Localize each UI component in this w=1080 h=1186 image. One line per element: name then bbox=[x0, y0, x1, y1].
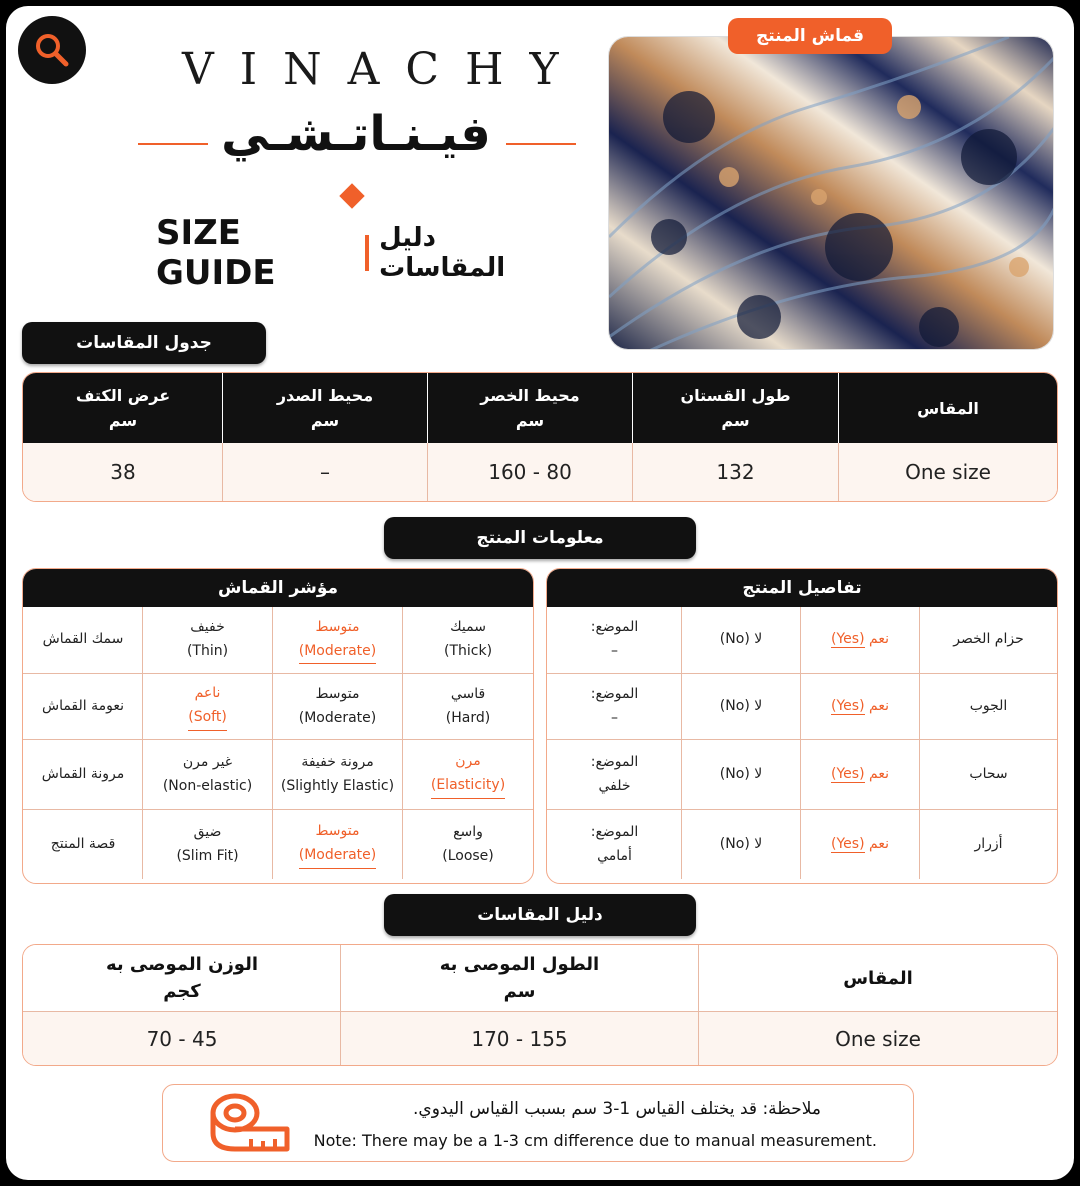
fabric-option: متوسط (Moderate) bbox=[273, 674, 403, 739]
fabric-option: واسع (Loose) bbox=[442, 823, 494, 864]
detail-yes: نعم (Yes) bbox=[801, 810, 920, 879]
fabric-option: خفيف (Thin) bbox=[143, 607, 273, 673]
col-guide-size: المقاس bbox=[843, 967, 913, 989]
fabric-attribute: نعومة القماش bbox=[24, 674, 143, 739]
size-table bbox=[22, 372, 1058, 502]
col-recommended-height: الطول الموصى به سم bbox=[341, 945, 699, 1011]
page-title bbox=[156, 213, 556, 293]
product-details-panel bbox=[546, 568, 1058, 884]
bust-value: – bbox=[223, 443, 428, 501]
dress-length-value: 132 bbox=[633, 443, 839, 501]
table-row bbox=[23, 809, 533, 879]
measuring-tape-icon bbox=[209, 1091, 291, 1155]
fabric-option: مرونة خفيفة (Slightly Elastic) bbox=[273, 740, 403, 809]
guide-size-value: One size bbox=[835, 1026, 921, 1051]
detail-position: الموضع: – bbox=[548, 674, 682, 739]
search-button[interactable] bbox=[18, 16, 86, 84]
table-row bbox=[23, 1011, 1057, 1065]
search-icon bbox=[32, 30, 72, 70]
detail-yes: نعم (Yes) bbox=[801, 607, 920, 673]
col-size: المقاس bbox=[917, 398, 979, 418]
table-row bbox=[547, 739, 1057, 809]
table-row bbox=[23, 607, 533, 673]
fabric-indicator-panel bbox=[22, 568, 534, 884]
brand-logo-latin: VINACHY bbox=[182, 44, 585, 95]
detail-name: أزرار bbox=[974, 835, 1003, 852]
brand-logo-arabic: فيـنـاتـشـي bbox=[221, 106, 491, 162]
detail-yes: نعم (Yes) bbox=[801, 674, 920, 739]
col-bust: محيط الصدر سم bbox=[223, 373, 428, 443]
fabric-option: ضيق (Slim Fit) bbox=[143, 810, 273, 879]
weight-value: 45 - 70 bbox=[24, 1012, 341, 1065]
table-row bbox=[547, 809, 1057, 879]
fabric-option: مرن (Elasticity) bbox=[403, 740, 533, 809]
size-guide-pill: دليل المقاسات bbox=[384, 894, 696, 936]
fabric-attribute: قصة المنتج bbox=[24, 810, 143, 879]
product-details-title: تفاصيل المنتج bbox=[547, 569, 1057, 607]
size-guide-header bbox=[23, 945, 1057, 1011]
fabric-option: ناعم (Soft) bbox=[143, 674, 273, 739]
table-row bbox=[23, 673, 533, 739]
detail-yes: نعم (Yes) bbox=[801, 740, 920, 809]
product-info-pill: معلومات المنتج bbox=[384, 517, 696, 559]
fabric-attribute: مرونة القماش bbox=[24, 740, 143, 809]
fabric-option: متوسط (Moderate) bbox=[273, 810, 403, 879]
detail-position: الموضع: – bbox=[548, 607, 682, 673]
size-guide-table bbox=[22, 944, 1058, 1066]
waist-value: 80 - 160 bbox=[428, 443, 633, 501]
detail-no: لا (No) bbox=[682, 740, 801, 809]
size-table-pill: جدول المقاسات bbox=[22, 322, 266, 364]
page-title-en: SIZE GUIDE bbox=[156, 213, 276, 293]
detail-no: لا (No) bbox=[682, 607, 801, 673]
note-arabic: ملاحظة: قد يختلف القياس 1-3 سم بسبب القياس اليدوي. bbox=[413, 1099, 821, 1119]
table-row bbox=[547, 607, 1057, 673]
fabric-option: غير مرن (Non-elastic) bbox=[143, 740, 273, 809]
diamond-ornament bbox=[339, 183, 364, 208]
shoulder-value: 38 bbox=[24, 443, 223, 501]
measurement-note bbox=[162, 1084, 914, 1162]
size-table-header bbox=[23, 373, 1057, 443]
height-value: 155 - 170 bbox=[341, 1012, 699, 1065]
page-title-ar: دليل المقاسات bbox=[379, 223, 506, 283]
title-separator bbox=[365, 235, 369, 271]
detail-no: لا (No) bbox=[682, 674, 801, 739]
fabric-option: قاسي (Hard) bbox=[445, 685, 491, 726]
note-english: Note: There may be a 1-3 cm difference due to manual measurement. bbox=[313, 1131, 877, 1150]
size-value: One size bbox=[905, 460, 991, 484]
detail-name: حزام الخصر bbox=[953, 631, 1024, 648]
col-dress-length: طول القستان سم bbox=[633, 373, 839, 443]
table-row bbox=[547, 673, 1057, 739]
brand-divider-left bbox=[138, 143, 208, 145]
table-row bbox=[23, 443, 1057, 501]
brand-divider-right bbox=[506, 143, 576, 145]
fabric-indicator-title: مؤشر القماش bbox=[23, 569, 533, 607]
detail-position: الموضع: خلفي bbox=[548, 740, 682, 809]
detail-position: الموضع: أمامي bbox=[548, 810, 682, 879]
table-row bbox=[23, 739, 533, 809]
fabric-option: متوسط (Moderate) bbox=[273, 607, 403, 673]
fabric-attribute: سمك القماش bbox=[24, 607, 143, 673]
col-shoulder: عرض الكتف سم bbox=[24, 373, 223, 443]
detail-name: سحاب bbox=[969, 765, 1008, 782]
fabric-image bbox=[608, 36, 1054, 350]
detail-name: الجوب bbox=[969, 697, 1008, 714]
size-guide-page bbox=[6, 6, 1074, 1180]
col-waist: محيط الخصر سم bbox=[428, 373, 633, 443]
fabric-tag: قماش المنتج bbox=[728, 18, 892, 54]
col-recommended-weight: الوزن الموصى به كجم bbox=[24, 945, 341, 1011]
fabric-option: سميك (Thick) bbox=[443, 619, 493, 659]
detail-no: لا (No) bbox=[682, 810, 801, 879]
